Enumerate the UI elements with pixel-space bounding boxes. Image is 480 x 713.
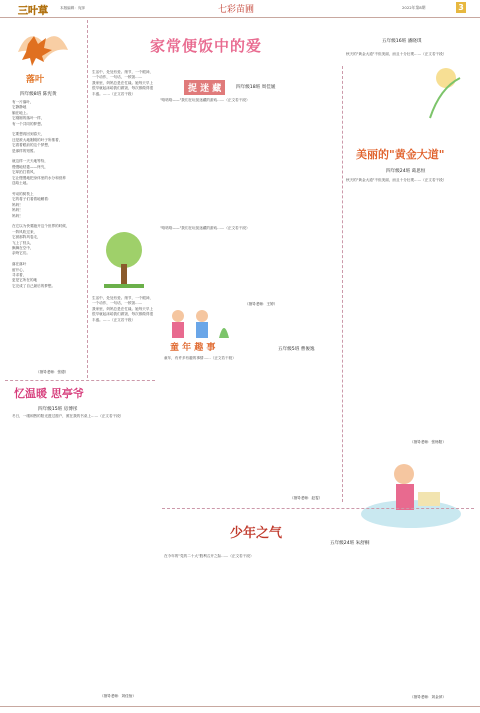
- childhood-title: 童 年 趣 事: [170, 343, 216, 353]
- hide-seek-author: 四年级18班 周佳媛: [236, 85, 276, 90]
- child-illustration-icon: [164, 304, 234, 344]
- tree-icon: [94, 228, 154, 292]
- banner-grade-tag: 五年级16班 潘晓琪: [382, 39, 422, 44]
- footer-rule: [0, 706, 480, 707]
- poem-title: 落叶: [26, 75, 45, 85]
- golden-road-teacher: （指导老师：张杨阳）: [410, 440, 446, 444]
- page-number: 3: [456, 2, 466, 13]
- hide-seek-teacher: （指导老师：王婷）: [245, 302, 278, 306]
- childhood-author: 五年级5班 曹俊逸: [278, 347, 315, 352]
- page-header: [0, 0, 480, 18]
- poem-body: 有一片落叶， 它静静地 躺在地上。 它刚刚的落叶一样， 有一个共同的梦想。 它要想再回到春天， 还是被大地刚刚的叶子所推着， 它看着眼前的这个梦想， 是那样的短暂。 就这样一天天地等待， 慢慢地枯萎——终究， 它却拍打着风， 它让慢慢地把身体里的水分和营养 送给土地。 劳动的树枝上 它的将子们看着地睡着： 妈妈！ 妈妈！ 妈妈！ 在它以为快要跑开这个世界的时候， 一阵风吹过来， 它被那阵风卷走， 飞上了枝头， 飘舞在空中， 亲吻它们。 落在落叶 留开心， 寻求着， 更是它所在的地 它完成了自己最后的梦想。: [12, 100, 70, 288]
- section-title: 七彩苗圃: [218, 5, 255, 15]
- memory-author: 四年级15班 房博彤: [38, 407, 78, 412]
- children-illustration: [164, 304, 234, 344]
- youth-body: 在今年的"党的二十大"胜利召开之际……（正文若干段）: [164, 554, 254, 558]
- poem-teacher: （指导老师：张德）: [36, 370, 69, 374]
- hide-seek-body-lower: "咯咯咯——"我们在玩捉迷藏的游戏……（正文若干段）: [160, 226, 250, 230]
- childhood-teacher: （指导老师：赵雯）: [290, 496, 323, 500]
- youth-title: 少年之气: [230, 526, 283, 541]
- col3-body: 秋天的"黄金大道"不但美丽，而且十分壮观……（正文若干段）: [346, 52, 447, 56]
- childhood-body: 童年，有许多有趣的事情……（正文若干段）: [164, 356, 236, 360]
- hide-seek-body: "咯咯咯——"我们在玩捉迷藏的游戏……（正文若干段）: [160, 98, 250, 102]
- student-illustration: [356, 444, 466, 534]
- golden-road-author: 四年级24班 葛思恒: [386, 169, 426, 174]
- issue-date: 2022年第8期: [402, 5, 426, 10]
- youth-teacher: （指导老师：刘金萍）: [410, 695, 446, 699]
- col2-continued: 生活中，处处有爱。细节，一个眼神，一个动作，一句话，一顿饭…… 我家里，妈妈总是在忙碌。她每天早上很早就起床给我们做饭，每次都做得很丰盛。……（正文若干段）: [92, 296, 154, 322]
- banner-title: 家常便饭中的爱: [150, 37, 263, 55]
- memory-title: 忆温暖 思亭爷: [14, 387, 84, 400]
- student-illustration-icon: [356, 444, 466, 534]
- youth-author: 五年级24班 朱舒桐: [330, 541, 370, 546]
- newspaper-logo: 三叶草: [18, 6, 48, 17]
- col2-body: 生活中，处处有爱。细节，一个眼神，一个动作，一句话，一顿饭…… 我家里，妈妈总是在忙碌。她每天早上很早就起床给我们做饭，每次都做得很丰盛。……（正文若干段）: [92, 70, 154, 96]
- tree-illustration: [94, 228, 154, 292]
- golden-road-title: 美丽的"黄金大道": [356, 148, 445, 161]
- hide-seek-title: 捉 迷 藏: [184, 80, 225, 95]
- poem-author: 四年级8班 陈宪黄: [20, 92, 57, 97]
- poem-illustration: [8, 22, 78, 72]
- banner: [150, 35, 326, 65]
- memory-teacher: （指导老师：刘佳怡）: [100, 694, 136, 698]
- editor-line: 本版编辑：宛萍: [60, 6, 86, 10]
- maple-leaf-icon: [8, 22, 78, 72]
- golden-road-body: 秋天的"黄金大道"不但美丽，而且十分壮观……（正文若干段）: [346, 178, 447, 182]
- memory-body: 冬日，一缕和煦的阳光透过窗户，照在我的书桌上……（正文若干段）: [12, 414, 124, 418]
